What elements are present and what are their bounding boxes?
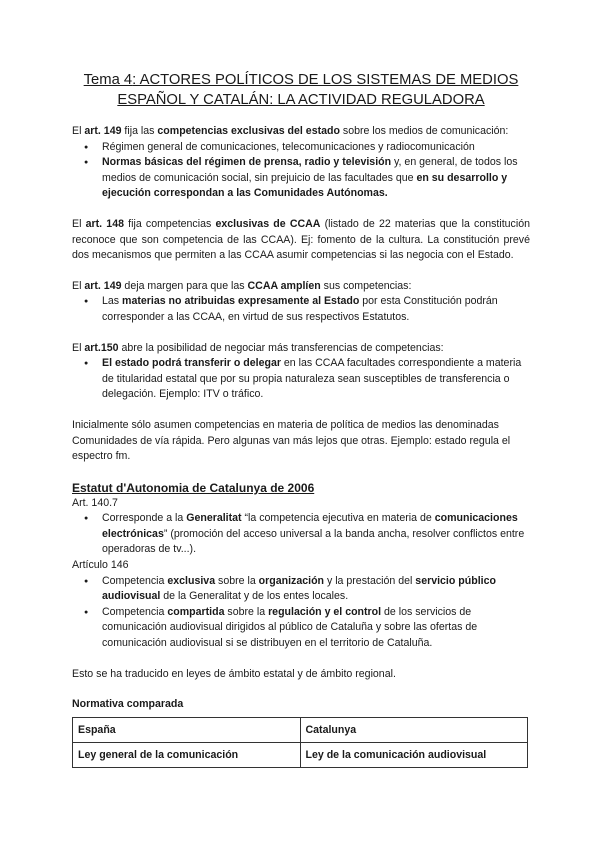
- document-title: [72, 70, 530, 110]
- table-header-cell: España: [73, 717, 301, 742]
- comparison-heading: Normativa comparada: [72, 698, 184, 711]
- article-label-146: Artículo 146: [72, 559, 129, 572]
- list-item: [102, 605, 530, 652]
- text: Régimen general de comunicaciones, telecomunicaciones y radiocomunicación: [102, 140, 475, 153]
- text: deja margen para que las: [121, 279, 248, 292]
- bold-text: regulación y el control: [268, 605, 382, 618]
- text: El: [72, 279, 85, 292]
- bold-text: servicio público audiovisual: [102, 574, 496, 603]
- bullet-list-art149-margin: [72, 294, 530, 325]
- bold-text: compartida: [167, 605, 225, 618]
- bold-text: art. 149: [84, 125, 122, 137]
- paragraph-art149-intro: [72, 124, 530, 140]
- bold-text: art. 148: [85, 217, 124, 230]
- bold-text: exclusivas de CCAA: [215, 217, 321, 230]
- text: Las: [102, 295, 123, 308]
- bold-text: CCAA amplíen: [247, 279, 321, 292]
- title-topic-number: Tema 4: [83, 72, 133, 88]
- text: Competencia: [102, 574, 168, 587]
- bold-text: Generalitat: [186, 512, 242, 525]
- paragraph-art148: [72, 217, 530, 264]
- document-page: [72, 70, 530, 768]
- bold-text: organización: [258, 574, 325, 587]
- table-header-row: [73, 717, 528, 742]
- bold-text: competencias exclusivas del estado: [157, 125, 340, 137]
- text: sobre los medios de comunicación:: [339, 125, 509, 137]
- text: El: [72, 341, 85, 354]
- list-item: [102, 140, 530, 156]
- article-label-140-7: Art. 140.7: [72, 496, 118, 509]
- text: sobre la: [215, 574, 259, 587]
- paragraph-art150: [72, 341, 530, 357]
- table-header-cell: Catalunya: [300, 717, 528, 742]
- bold-text: materias no atribuidas expresamente al Estado: [122, 295, 360, 308]
- bold-text: art.150: [84, 341, 119, 354]
- text: fija competencias: [123, 217, 216, 230]
- list-item: [102, 511, 530, 558]
- title-line2: ESPAÑOL Y CATALÁN: LA ACTIVIDAD REGULADORA: [117, 92, 485, 108]
- text: de la Generalitat y de los entes locales.: [160, 590, 349, 603]
- text: Competencia: [102, 605, 168, 618]
- table-row: [73, 742, 528, 767]
- text: y la prestación del: [324, 574, 416, 587]
- bold-text: comunicaciones electrónicas: [102, 512, 518, 540]
- bullet-list-art146: [72, 574, 530, 652]
- list-item: [102, 356, 530, 403]
- bullet-list-art149: [72, 140, 530, 202]
- bold-text: Normas básicas del régimen de prensa, radio y televisión: [102, 156, 392, 169]
- list-item: [102, 155, 530, 202]
- comparison-table: [72, 717, 528, 768]
- text: El: [72, 125, 85, 137]
- section-heading-estatut: Estatut d'Autonomia de Catalunya de 2006: [72, 480, 315, 495]
- list-item: [102, 574, 530, 605]
- text: fija las: [121, 125, 158, 137]
- title-line1: : ACTORES POLÍTICOS DE LOS SISTEMAS DE MEDIOS: [132, 72, 519, 88]
- text: de los servicios de comunicación audiovisual dirigidos al público de Cataluña y sobre las ofertas de comunicación audiovisual si se distribuyen en el territorio de Cataluña.: [102, 605, 478, 650]
- table-cell: Ley general de la comunicación: [73, 742, 301, 767]
- text: (listado de 22 materias que la constitución reconoce que son competencia de las CCAA). Ej: fomento de la cultura. La constitución prevé dos mecanismos que permiten a las CCAA asumir competencias si las negocia con el Estado.: [72, 217, 530, 262]
- text: en las CCAA facultades correspondiente a materia de titularidad estatal que por su propia naturaleza sean susceptibles de transferencia o delegación. Ejemplo: ITV o tráfico.: [102, 357, 522, 401]
- text: sus competencias:: [320, 279, 412, 292]
- text: sobre la: [224, 605, 269, 618]
- text: Corresponde a la: [102, 512, 187, 525]
- text: “la competencia ejecutiva en materia de: [241, 512, 435, 525]
- paragraph-closing: Esto se ha traducido en leyes de ámbito estatal y de ámbito regional.: [72, 667, 396, 680]
- bold-text: exclusiva: [167, 574, 216, 587]
- list-item: [102, 294, 530, 325]
- bold-text: en su desarrollo y ejecución correspondan a las Comunidades Autónomas.: [102, 171, 508, 200]
- bullet-list-art150: [72, 356, 530, 403]
- paragraph-art149-margin: [72, 279, 530, 295]
- text: El: [72, 217, 86, 230]
- bold-text: El estado podrá transferir o delegar: [102, 357, 281, 370]
- bold-text: art. 149: [84, 279, 122, 292]
- text: y, en general, de todos los medios de comunicación social, sin prejuicio de las facultades que: [102, 156, 518, 184]
- table-cell: Ley de la comunicación audiovisual: [300, 742, 528, 767]
- paragraph-fast-track: Inicialmente sólo asumen competencias en materia de política de medios las denominadas Comunidades de vía rápida. Pero algunas van más lejos que otras. Ejemplo: estado regula el espectro fm.: [72, 418, 511, 463]
- text: abre la posibilidad de negociar más transferencias de competencias:: [118, 341, 444, 354]
- text: por esta Constitución podrán corresponder a las CCAA, en virtud de sus respectivos Estatutos.: [102, 295, 498, 323]
- bullet-list-art140: [72, 511, 530, 558]
- text: ” (promoción del acceso universal a la banda ancha, resolver conflictos entre operadoras de tv...).: [102, 527, 525, 556]
